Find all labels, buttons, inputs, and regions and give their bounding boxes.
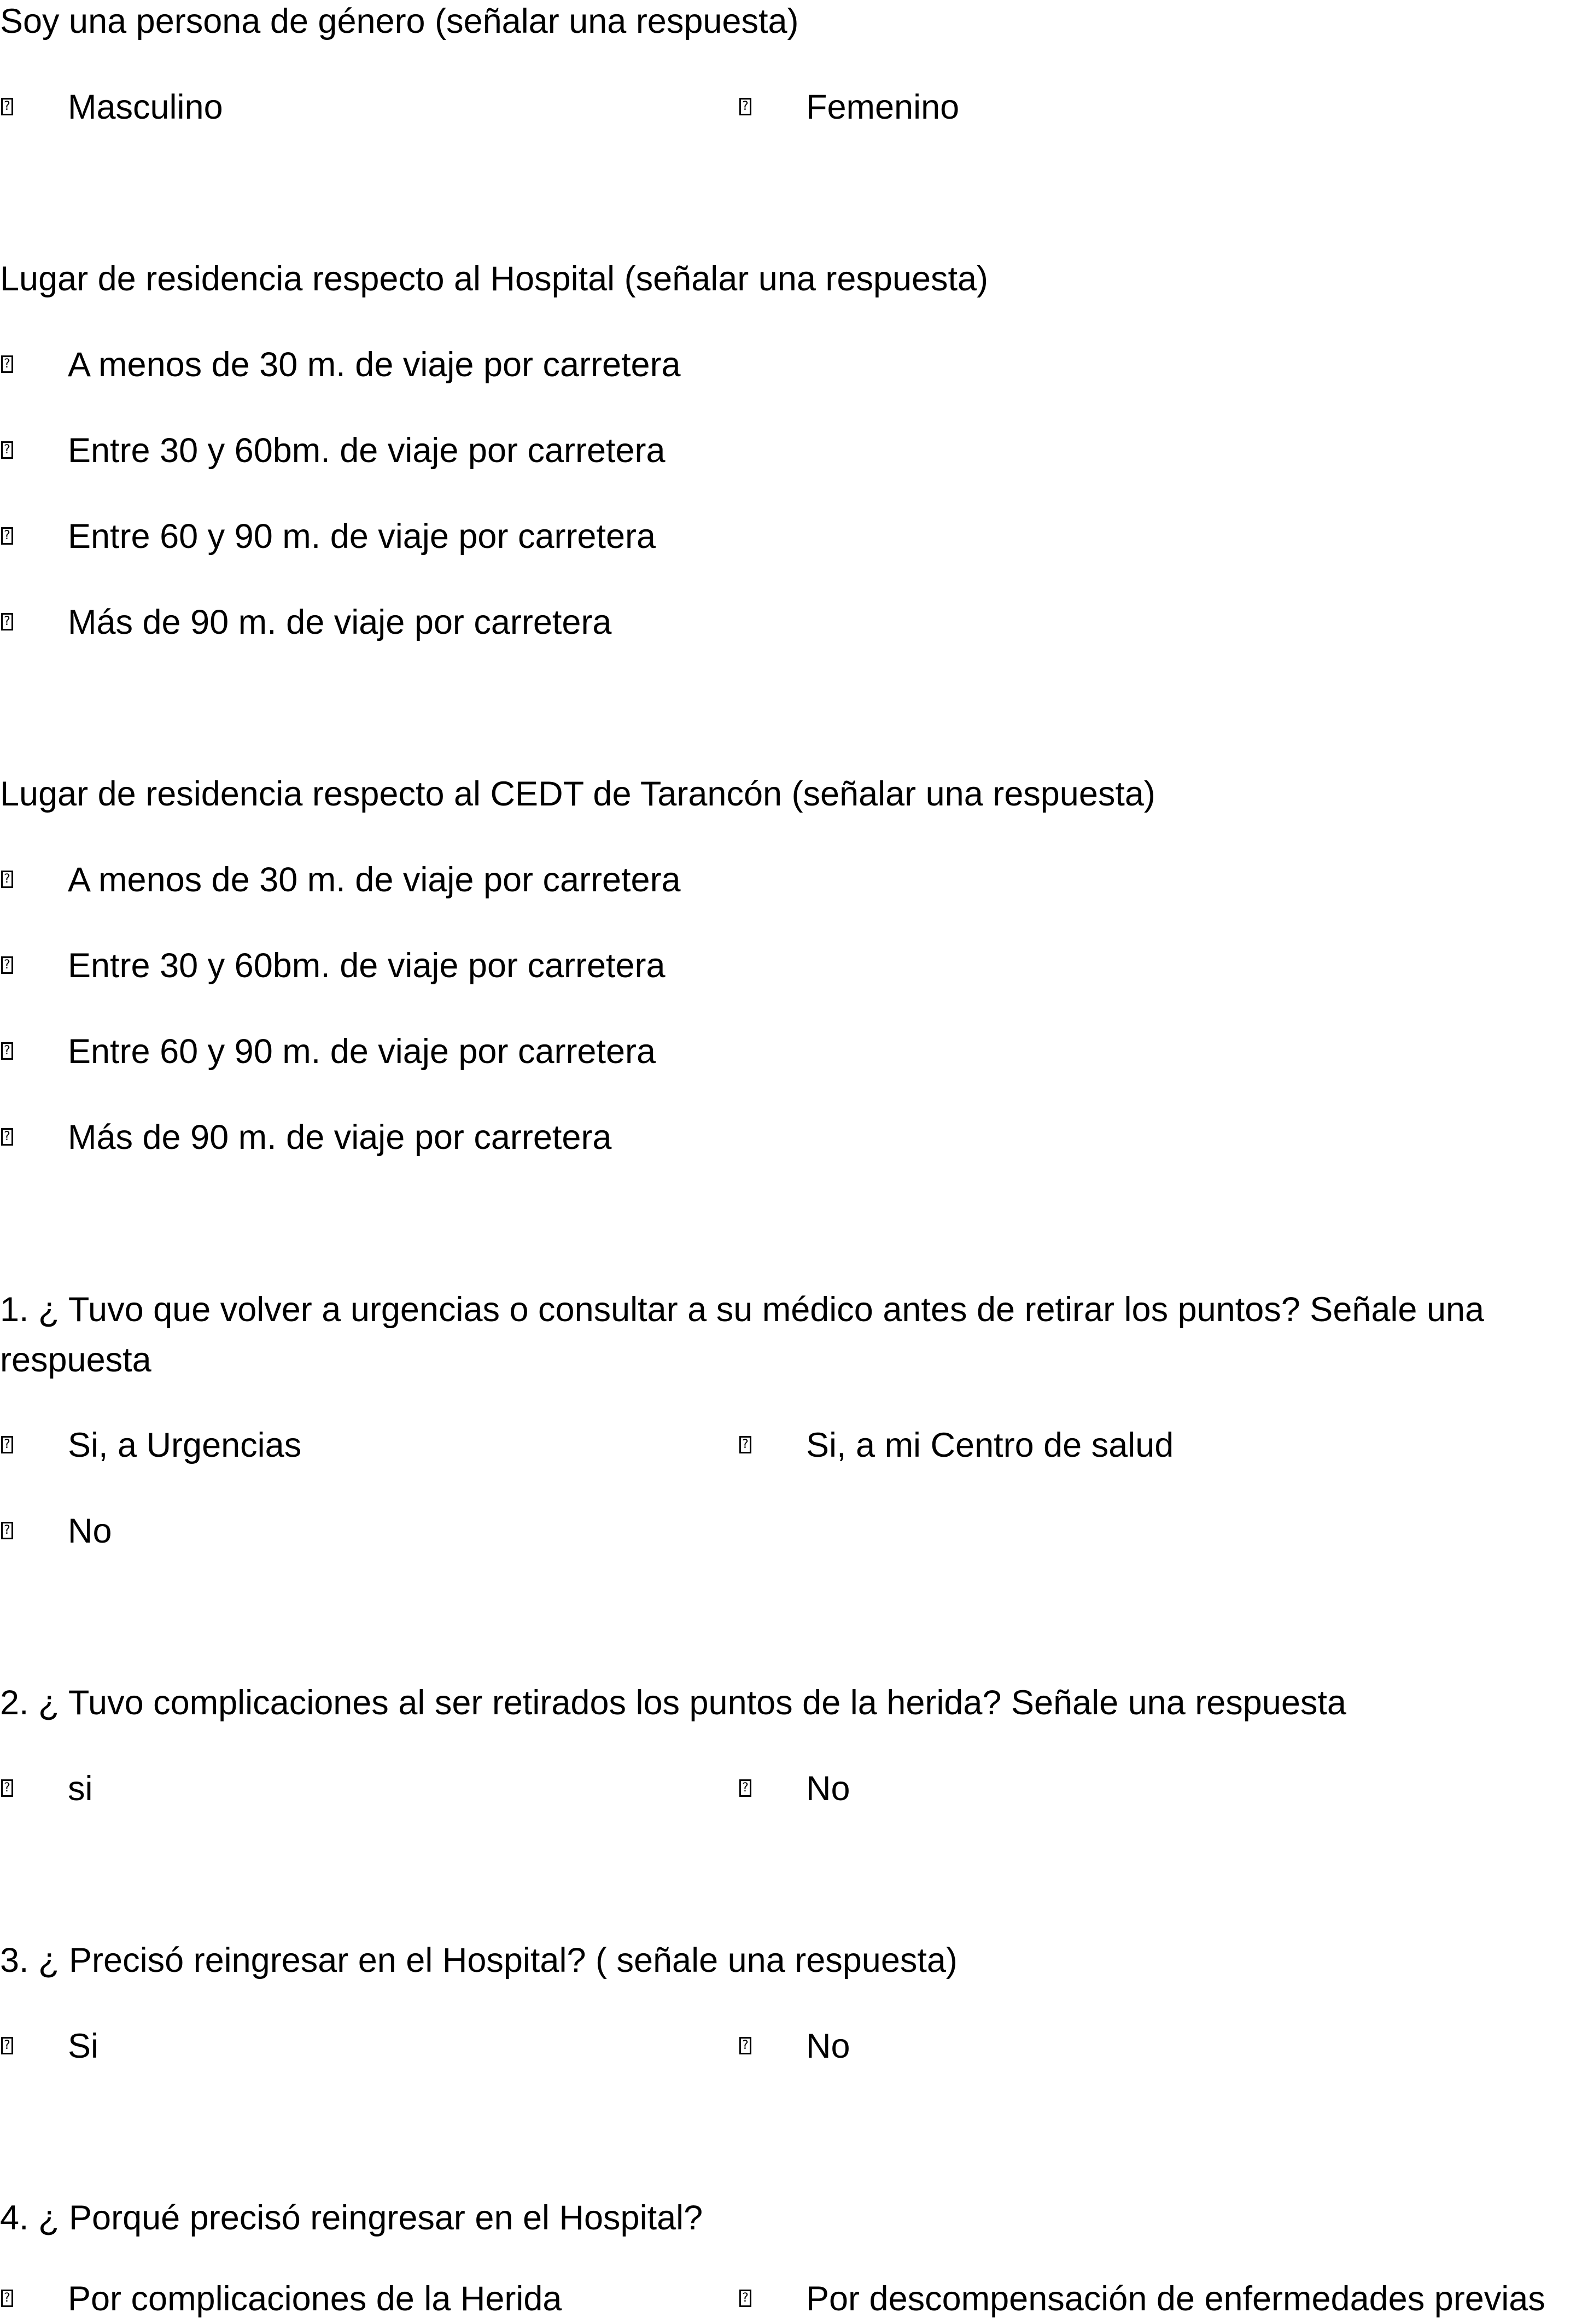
checkbox-icon[interactable]: ? (1, 2290, 13, 2307)
checkbox-icon[interactable]: ? (739, 1436, 751, 1453)
question-1: 1. ¿ Tuvo que volver a urgencias o consultar a su médico antes de retirar los puntos? Señale una respuesta (0, 1291, 1485, 1379)
option-label: Entre 30 y 60bm. de viaje por carretera (68, 431, 666, 470)
question-residence-hospital: Lugar de residencia respecto al Hospital (señalar una respuesta) (0, 260, 989, 298)
option-label: No (806, 1770, 850, 1808)
option-label: Si (68, 2027, 99, 2065)
option-label: Por complicaciones de la Herida (68, 2280, 562, 2318)
option-label: Si, a mi Centro de salud (806, 1426, 1174, 1464)
checkbox-icon[interactable]: ? (739, 1779, 751, 1797)
checkbox-icon[interactable]: ? (1, 1779, 13, 1797)
checkbox-icon[interactable]: ? (1, 956, 13, 974)
checkbox-icon[interactable]: ? (739, 98, 751, 115)
option-label: si (68, 1770, 93, 1808)
question-3: 3. ¿ Precisó reingresar en el Hospital? ( señale una respuesta) (0, 1941, 958, 1980)
checkbox-icon[interactable]: ? (1, 871, 13, 888)
question-4: 4. ¿ Porqué precisó reingresar en el Hospital? (0, 2199, 703, 2237)
option-label: Si, a Urgencias (68, 1426, 302, 1464)
checkbox-icon[interactable]: ? (739, 2290, 751, 2307)
checkbox-icon[interactable]: ? (739, 2037, 751, 2054)
option-label: No (68, 1512, 112, 1550)
checkbox-icon[interactable]: ? (1, 1436, 13, 1453)
option-label: Entre 30 y 60bm. de viaje por carretera (68, 947, 666, 985)
checkbox-icon[interactable]: ? (1, 98, 13, 115)
question-gender: Soy una persona de género (señalar una respuesta) (0, 2, 799, 40)
checkbox-icon[interactable]: ? (1, 355, 13, 373)
checkbox-icon[interactable]: ? (1, 613, 13, 630)
checkbox-icon[interactable]: ? (1, 1042, 13, 1060)
checkbox-icon[interactable]: ? (1, 441, 13, 459)
checkbox-icon[interactable]: ? (1, 1522, 13, 1539)
option-label: Entre 60 y 90 m. de viaje por carretera (68, 517, 656, 556)
option-label: Masculino (68, 88, 223, 126)
option-label: Por descompensación de enfermedades previas (806, 2280, 1545, 2318)
checkbox-icon[interactable]: ? (1, 2037, 13, 2054)
option-label: A menos de 30 m. de viaje por carretera (68, 346, 681, 384)
option-label: A menos de 30 m. de viaje por carretera (68, 861, 681, 899)
checkbox-icon[interactable]: ? (1, 1128, 13, 1146)
question-residence-cedt: Lugar de residencia respecto al CEDT de Tarancón (señalar una respuesta) (0, 775, 1155, 813)
checkbox-icon[interactable]: ? (1, 527, 13, 545)
option-label: Más de 90 m. de viaje por carretera (68, 603, 612, 641)
option-label: Más de 90 m. de viaje por carretera (68, 1118, 612, 1157)
question-2: 2. ¿ Tuvo complicaciones al ser retirados los puntos de la herida? Señale una respuesta (0, 1684, 1346, 1722)
option-label: Femenino (806, 88, 960, 126)
option-label: Entre 60 y 90 m. de viaje por carretera (68, 1032, 656, 1071)
option-label: No (806, 2027, 850, 2065)
